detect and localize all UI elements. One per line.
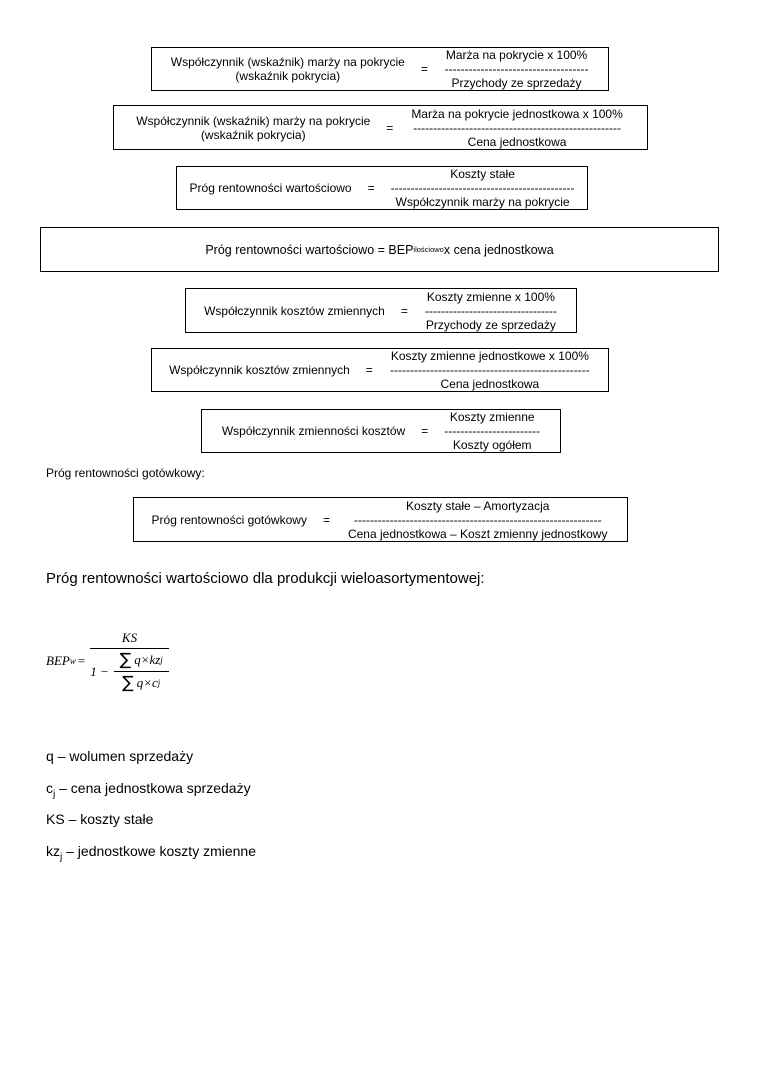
formula-box-variable-cost-ratio (185, 288, 577, 333)
inner-denominator-expr: q×c (136, 675, 158, 690)
inner-denominator-subscript: j (157, 678, 161, 688)
equals-sign: = (365, 363, 373, 377)
fraction (424, 290, 558, 332)
definition-subscript: j (53, 788, 56, 800)
formula-lhs-line1: Współczynnik zmienności kosztów (221, 424, 406, 438)
fraction-bar: ------------------------ (444, 424, 541, 438)
formula-lhs-line1: Współczynnik kosztów zmiennych (204, 303, 385, 318)
fraction-bar-line (90, 648, 169, 649)
formula-lhs (152, 513, 307, 527)
fraction-numerator: Koszty zmienne jednostkowe x 100% (390, 349, 589, 363)
inner-fraction (114, 651, 169, 692)
fraction-denominator: Cena jednostkowa (467, 134, 567, 149)
equals-sign: = (420, 62, 428, 76)
sigma-icon: ∑ (119, 650, 132, 670)
definition-text: – jednostkowe koszty zmienne (62, 843, 256, 859)
formula-box-cost-variability-ratio (201, 409, 561, 453)
fraction-denominator: Cena jednostkowa – Koszt zmienny jednostkowy (347, 526, 608, 541)
definition-ks (46, 811, 153, 831)
fraction-bar: ------------------------------------ (444, 62, 589, 76)
outer-fraction (90, 630, 169, 692)
bep-lhs-subscript: w (69, 656, 76, 666)
fraction-denominator: Cena jednostkowa (440, 377, 540, 391)
inner-numerator-subscript: j (160, 655, 163, 665)
fraction-numerator: Koszty zmienne x 100% (426, 289, 555, 304)
formula-lhs (204, 304, 385, 318)
wide-formula-suffix: x cena jednostkowa (443, 242, 554, 257)
formula-lhs-line1: Współczynnik kosztów zmiennych (169, 363, 350, 377)
formula-box-value-breakeven-quantity (40, 227, 719, 272)
formula-lhs (169, 363, 350, 377)
definition-subscript: j (60, 851, 63, 863)
wide-formula-prefix: Próg rentowności wartościowo = BEP (205, 242, 414, 257)
definition-term: q (46, 748, 54, 764)
definition-term: kz (46, 843, 60, 859)
formula-lhs (171, 55, 405, 83)
formula-lhs (190, 181, 352, 195)
equals-sign: = (322, 512, 330, 527)
definition-text: – koszty stałe (64, 811, 154, 827)
equals-sign: = (421, 424, 429, 438)
formula-lhs-line2: (wskaźnik pokrycia) (235, 69, 341, 83)
fraction-bar: ---------------------------------------------- (390, 181, 575, 195)
equals-sign: = (367, 181, 375, 195)
definition-text: – cena jednostkowa sprzedaży (55, 780, 251, 796)
formula-box-margin-ratio (151, 47, 609, 91)
definition-text: – wolumen sprzedaży (53, 748, 194, 764)
fraction-numerator: Marża na pokrycie jednostkowa x 100% (411, 106, 623, 121)
denominator-prefix: 1 − (90, 663, 109, 679)
fraction-denominator: Koszty ogółem (452, 438, 532, 452)
fraction (409, 107, 624, 149)
formula-lhs (222, 424, 405, 438)
multi-assortment-heading: Próg rentowności wartościowo dla produkcji wieloasortymentowej: (46, 570, 485, 587)
fraction-denominator: Przychody ze sprzedaży (425, 317, 556, 332)
fraction-bar: ---------------------------------------------------- (413, 120, 621, 135)
fraction-numerator: Koszty zmienne (449, 410, 535, 424)
definition-term: KS (46, 811, 65, 827)
definition-q (46, 748, 193, 768)
formula-box-value-breakeven (176, 166, 588, 210)
formula-lhs-line1: Próg rentowności gotówkowy (151, 512, 307, 527)
fraction-bar: --------------------------------- (424, 303, 557, 318)
wide-formula-subscript: ilościowo (413, 245, 444, 254)
cash-breakeven-label: Próg rentowności gotówkowy: (46, 466, 205, 480)
fraction-bar-line (114, 671, 169, 672)
outer-numerator: KS (121, 630, 138, 645)
equals-sign: = (400, 303, 408, 318)
inner-numerator (114, 651, 169, 669)
formula-lhs-line1: Współczynnik (wskaźnik) marży na pokrycie (170, 55, 405, 69)
formula-box-unit-margin-ratio (113, 105, 648, 150)
formula-lhs-line1: Próg rentowności wartościowo (189, 181, 352, 195)
fraction-bar: -------------------------------------------------------------- (353, 512, 602, 527)
equals-sign: = (77, 653, 86, 668)
sigma-icon: ∑ (122, 673, 134, 693)
fraction-numerator: Marża na pokrycie x 100% (445, 48, 588, 62)
inner-numerator-expr: q×kz (134, 652, 161, 667)
equals-sign: = (386, 120, 394, 135)
fraction (391, 167, 575, 209)
fraction-numerator: Koszty stałe – Amortyzacja (406, 498, 550, 513)
formula-lhs-line1: Współczynnik (wskaźnik) marży na pokrycie (136, 113, 371, 128)
formula-lhs-line2: (wskaźnik pokrycia) (200, 127, 306, 142)
definition-term: c (46, 780, 53, 796)
fraction (346, 499, 609, 541)
inner-denominator (116, 674, 166, 692)
definition-cj (46, 780, 251, 800)
definition-kzj (46, 843, 256, 863)
fraction-bar: -------------------------------------------------- (389, 363, 590, 377)
formula-box-unit-variable-cost-ratio (151, 348, 609, 392)
bep-formula (46, 630, 169, 692)
fraction (389, 349, 591, 391)
fraction-denominator: Współczynnik marży na pokrycie (395, 195, 570, 209)
formula-lhs (136, 114, 370, 142)
fraction (444, 410, 540, 452)
fraction-denominator: Przychody ze sprzedaży (451, 76, 582, 90)
outer-denominator (90, 651, 169, 692)
bep-lhs: BEP (46, 653, 70, 668)
fraction-numerator: Koszty stałe (450, 167, 515, 181)
fraction (444, 48, 589, 90)
formula-box-cash-breakeven (133, 497, 628, 542)
